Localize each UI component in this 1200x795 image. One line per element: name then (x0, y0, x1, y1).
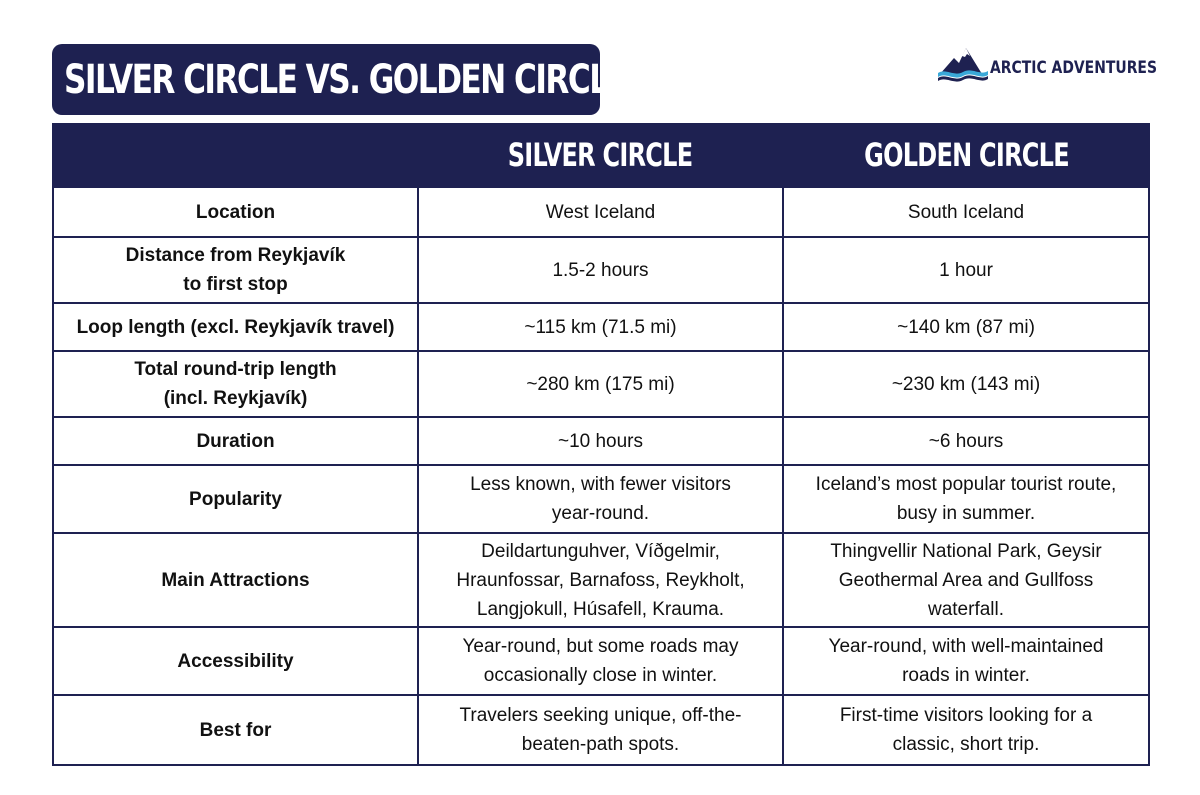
cell-text-line: busy in summer. (896, 503, 1036, 524)
cell-text-line: ~280 km (175 mi) (526, 373, 675, 395)
cell-text-line: West Iceland (545, 201, 656, 223)
cell-text-line: Total round-trip length (134, 359, 337, 380)
silver-cell (418, 417, 783, 465)
row-label-cell (53, 237, 418, 303)
table-row (53, 351, 1149, 417)
golden-cell (783, 465, 1149, 533)
title-banner (52, 44, 628, 115)
row-label-cell (53, 351, 418, 417)
cell-text-line: ~140 km (87 mi) (897, 316, 1035, 338)
cell-text-line: ~10 hours (557, 430, 644, 452)
table-row (53, 627, 1149, 695)
golden-cell (783, 417, 1149, 465)
row-label-cell (53, 627, 418, 695)
cell-text-line: roads in winter. (902, 665, 1030, 686)
table-row (53, 187, 1149, 237)
table-row (53, 533, 1149, 627)
table-row (53, 465, 1149, 533)
cell-text-line: Hraunfossar, Barnafoss, Reykholt, (456, 569, 745, 591)
silver-cell (418, 533, 783, 627)
golden-cell (783, 303, 1149, 351)
cell-text-line: First-time visitors looking for a (839, 705, 1093, 726)
cell-text-line: 1.5-2 hours (552, 259, 649, 281)
cell-text-line: South Iceland (907, 201, 1025, 223)
golden-cell (783, 627, 1149, 695)
cell-text-line: Geothermal Area and Gullfoss (838, 569, 1094, 591)
cell-text-line: Year-round, with well-maintained (828, 636, 1104, 657)
silver-cell (418, 627, 783, 695)
cell-text-line: 1 hour (939, 259, 993, 281)
silver-cell (418, 351, 783, 417)
golden-cell (783, 237, 1149, 303)
row-label-cell (53, 303, 418, 351)
cell-text-line: Langjokull, Húsafell, Krauma. (476, 598, 725, 620)
header-silver-label: SILVER CIRCLE (508, 136, 693, 174)
table-row (53, 237, 1149, 303)
cell-text-line: to first stop (183, 274, 288, 295)
cell-text-line: beaten-path spots. (521, 734, 680, 755)
table-body (53, 187, 1149, 765)
brand-name: ARCTIC ADVENTURES (990, 58, 1157, 78)
cell-text-line: year-round. (551, 503, 650, 524)
cell-text-line: Less known, with fewer visitors (470, 474, 731, 495)
cell-text-line: Loop length (excl. Reykjavík travel) (76, 316, 395, 338)
brand-logo (938, 44, 1157, 82)
cell-text-line: Deildartunguhver, Víðgelmir, (481, 540, 720, 562)
comparison-table (52, 123, 1150, 766)
cell-text-line: classic, short trip. (892, 734, 1040, 755)
cell-text-line: Accessibility (177, 650, 294, 672)
cell-text-line: waterfall. (927, 598, 1005, 620)
cell-text-line: Main Attractions (161, 569, 310, 591)
cell-text-line: (incl. Reykjavík) (163, 388, 308, 409)
table-row (53, 417, 1149, 465)
table-row (53, 303, 1149, 351)
cell-text-line: ~6 hours (928, 430, 1004, 452)
cell-text-line: Distance from Reykjavík (125, 245, 346, 266)
header-silver-circle (418, 124, 783, 187)
row-label-cell (53, 695, 418, 765)
golden-cell (783, 695, 1149, 765)
row-label-cell (53, 187, 418, 237)
silver-cell (418, 695, 783, 765)
page-title: SILVER CIRCLE VS. GOLDEN CIRCLE (64, 56, 628, 103)
silver-cell (418, 187, 783, 237)
golden-cell (783, 187, 1149, 237)
row-label-cell (53, 533, 418, 627)
silver-cell (418, 303, 783, 351)
cell-text-line: Iceland’s most popular tourist route, (815, 474, 1117, 495)
cell-text-line: Best for (199, 719, 272, 741)
cell-text-line: Duration (196, 430, 275, 452)
cell-text-line: Popularity (189, 488, 282, 510)
header-empty-cell (53, 124, 418, 187)
row-label-cell (53, 417, 418, 465)
silver-cell (418, 237, 783, 303)
cell-text-line: Location (195, 201, 276, 223)
cell-text-line: Year-round, but some roads may (462, 636, 739, 657)
cell-text-line: Travelers seeking unique, off-the- (459, 705, 742, 726)
table-header-row (53, 124, 1149, 187)
cell-text-line: Thingvellir National Park, Geysir (830, 540, 1102, 562)
cell-text-line: ~115 km (71.5 mi) (524, 316, 677, 338)
header-golden-circle (783, 124, 1149, 187)
cell-text-line: ~230 km (143 mi) (891, 373, 1041, 395)
silver-cell (418, 465, 783, 533)
table-row (53, 695, 1149, 765)
header-golden-label: GOLDEN CIRCLE (863, 136, 1069, 174)
mountain-wave-icon (938, 44, 988, 82)
row-label-cell (53, 465, 418, 533)
golden-cell (783, 351, 1149, 417)
golden-cell (783, 533, 1149, 627)
cell-text-line: occasionally close in winter. (483, 665, 718, 686)
